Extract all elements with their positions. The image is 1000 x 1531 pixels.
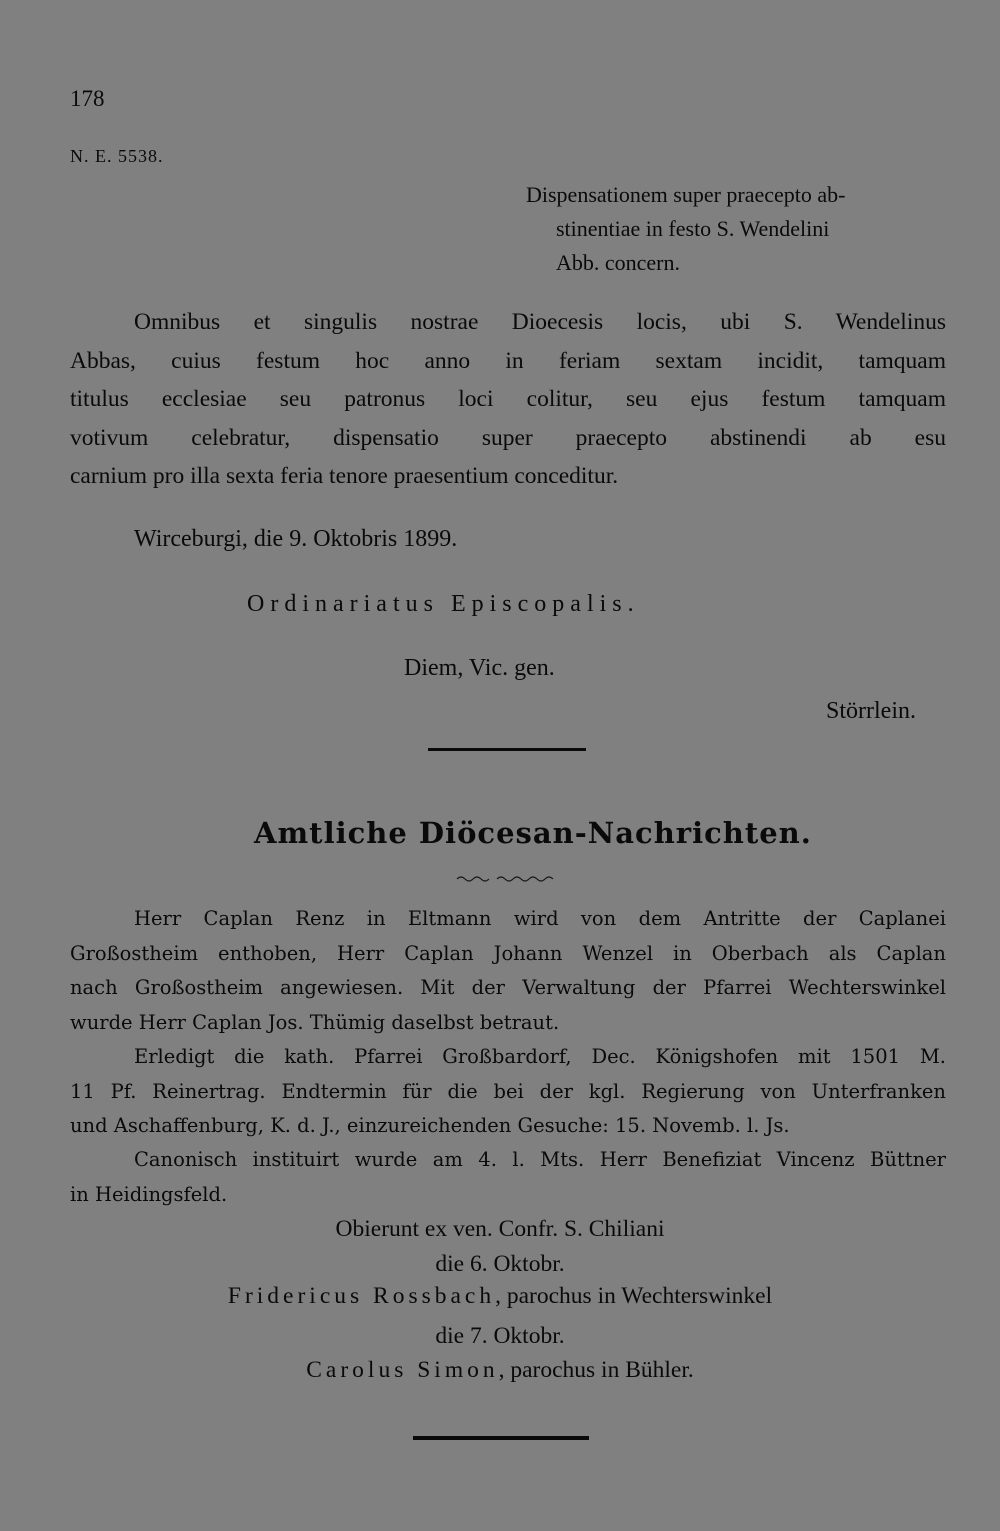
news-line: Großostheim enthoben, Herr Caplan Johann Wenzel in Oberbach als Caplan bbox=[70, 941, 946, 965]
news-line: wurde Herr Caplan Jos. Thümig daselbst betraut. bbox=[70, 1010, 560, 1034]
decree-line: Omnibus et singulis nostrae Dioecesis locis, ubi S. Wendelinus bbox=[134, 309, 946, 335]
decree-line: titulus ecclesiae seu patronus loci colitur, seu ejus festum tamquam bbox=[70, 386, 946, 412]
obituary-date: die 6. Oktobr. bbox=[435, 1251, 565, 1277]
obituary-entry bbox=[0, 1283, 1000, 1310]
subject-note bbox=[526, 178, 846, 280]
decree-paragraph bbox=[70, 303, 946, 496]
deceased-name: Fridericus Rossbach bbox=[227, 1283, 496, 1309]
deceased-detail: , parochus in Wechterswinkel bbox=[495, 1283, 773, 1309]
news-line: und Aschaffenburg, K. d. J., einzureichenden Gesuche: 15. Novemb. l. Js. bbox=[70, 1114, 790, 1137]
subject-line: Abb. concern. bbox=[556, 250, 681, 275]
subject-line: stinentiae in festo S. Wendelini bbox=[556, 216, 830, 241]
page-number: 178 bbox=[70, 86, 105, 111]
section-divider bbox=[428, 748, 586, 751]
subject-line: Dispensationem super praecepto ab- bbox=[526, 182, 846, 207]
obituary-entry bbox=[0, 1357, 1000, 1384]
news-line: Herr Caplan Renz in Eltmann wird von dem Antritte der Caplanei bbox=[134, 907, 946, 930]
decree-line: Abbas, cuius festum hoc anno in feriam sextam incidit, tamquam bbox=[70, 347, 946, 374]
obituary-intro: Obierunt ex ven. Confr. S. Chiliani bbox=[335, 1216, 665, 1242]
section-heading: Amtliche Diöcesan-Nachrichten. bbox=[254, 816, 812, 850]
place-date: Wirceburgi, die 9. Oktobris 1899. bbox=[134, 526, 458, 552]
signature-vicar-general: Diem, Vic. gen. bbox=[404, 655, 555, 681]
news-paragraph bbox=[70, 902, 946, 1040]
decree-line: carnium pro illa sexta feria tenore praesentium conceditur. bbox=[70, 463, 619, 489]
end-divider bbox=[413, 1436, 589, 1440]
deceased-name: Carolus Simon bbox=[306, 1357, 499, 1383]
issuing-authority: Ordinariatus Episcopalis. bbox=[247, 591, 640, 617]
news-line: in Heidingsfeld. bbox=[70, 1182, 228, 1206]
news-line: Erledigt die kath. Pfarrei Großbardorf, Dec. Königshofen mit 1501 M. bbox=[134, 1045, 946, 1068]
news-line: 11 Pf. Reinertrag. Endtermin für die bei der kgl. Regierung von Unterfranken bbox=[70, 1079, 946, 1103]
news-paragraph bbox=[70, 1040, 946, 1144]
news-line: nach Großostheim angewiesen. Mit der Verwaltung der Pfarrei Wechterswinkel bbox=[70, 976, 946, 999]
obituary-date: die 7. Oktobr. bbox=[435, 1323, 565, 1349]
reference-number: N. E. 5538. bbox=[70, 146, 164, 166]
decree-line: votivum celebratur, dispensatio super praecepto abstinendi ab esu bbox=[70, 424, 946, 451]
news-paragraph bbox=[70, 1143, 946, 1212]
ornament-wave-icon bbox=[455, 874, 561, 884]
news-line: Canonisch instituirt wurde am 4. l. Mts. Herr Benefiziat Vincenz Büttner bbox=[134, 1148, 946, 1171]
deceased-detail: , parochus in Bühler. bbox=[498, 1357, 694, 1383]
signature-secretary: Störrlein. bbox=[826, 698, 916, 724]
